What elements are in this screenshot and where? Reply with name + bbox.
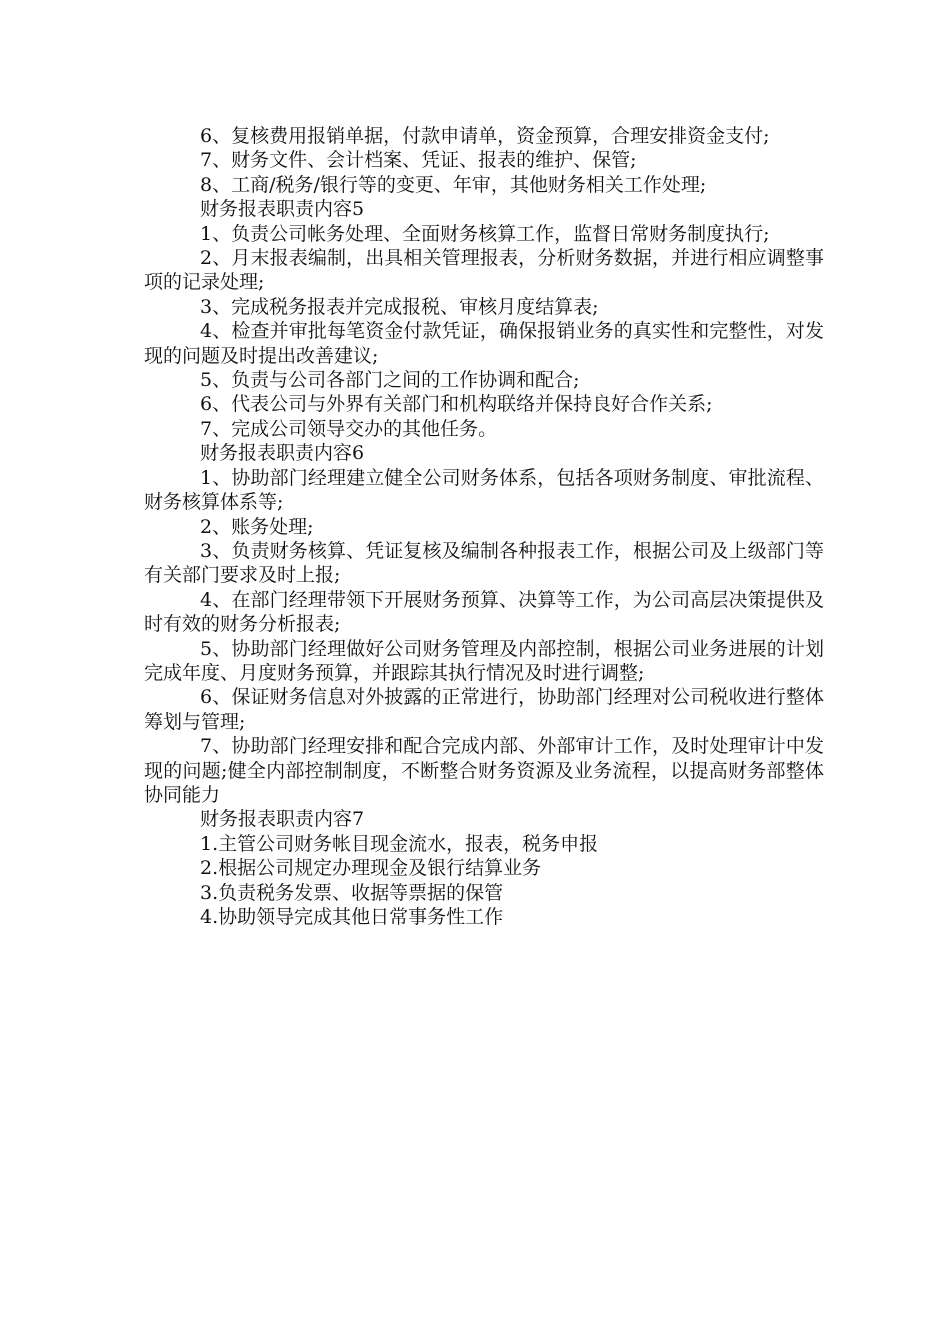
- section-heading: 财务报表职责内容5: [200, 198, 365, 221]
- list-item: 1.主管公司财务帐目现金流水，报表，税务申报: [200, 832, 599, 855]
- paragraph: 2、账务处理;: [200, 515, 314, 538]
- paragraph: 8、工商/税务/银行等的变更、年审，其他财务相关工作处理;: [200, 173, 707, 196]
- paragraph: 4、检查并审批每笔资金付款凭证，确保报销业务的真实性和完整性，对发现的问题及时提出改善建议;: [144, 320, 824, 367]
- list-item: 4.协助领导完成其他日常事务性工作: [200, 906, 504, 928]
- paragraph: 1、负责公司帐务处理、全面财务核算工作，监督日常财务制度执行;: [200, 222, 770, 245]
- paragraph: 2、月末报表编制，出具相关管理报表，分析财务数据，并进行相应调整事项的记录处理;: [144, 247, 824, 294]
- paragraph: 3、完成税务报表并完成报税、审核月度结算表;: [200, 295, 599, 318]
- paragraph: 3、负责财务核算、凭证复核及编制各种报表工作，根据公司及上级部门等有关部门要求及时上报;: [144, 539, 824, 587]
- paragraph: 6、复核费用报销单据，付款申请单，资金预算，合理安排资金支付;: [200, 125, 770, 147]
- paragraph: 7、完成公司领导交办的其他任务。: [200, 417, 498, 440]
- document-body: [144, 124, 824, 929]
- list-item: 3.负责税务发票、收据等票据的保管: [200, 881, 504, 904]
- paragraph: 4、在部门经理带领下开展财务预算、决算等工作，为公司高层决策提供及时有效的财务分析报表;: [144, 588, 824, 636]
- paragraph: 7、协助部门经理安排和配合完成内部、外部审计工作，及时处理审计中发现的问题;健全内部控制制度，不断整合财务资源及业务流程，以提高财务部整体协同能力: [144, 735, 824, 806]
- paragraph: 1、协助部门经理建立健全公司财务体系，包括各项财务制度、审批流程、财务核算体系等;: [144, 466, 824, 514]
- list-item: 2.根据公司规定办理现金及银行结算业务: [200, 857, 542, 880]
- paragraph: 7、财务文件、会计档案、凭证、报表的维护、保管;: [200, 149, 637, 172]
- paragraph: 6、代表公司与外界有关部门和机构联络并保持良好合作关系;: [200, 393, 713, 416]
- paragraph: 5、协助部门经理做好公司财务管理及内部控制，根据公司业务进展的计划完成年度、月度财务预算，并跟踪其执行情况及时进行调整;: [144, 637, 824, 684]
- paragraph: 5、负责与公司各部门之间的工作协调和配合;: [200, 369, 580, 392]
- paragraph: 6、保证财务信息对外披露的正常进行，协助部门经理对公司税收进行整体筹划与管理;: [144, 686, 824, 733]
- section-heading: 财务报表职责内容6: [200, 442, 365, 465]
- section-heading: 财务报表职责内容7: [200, 808, 365, 831]
